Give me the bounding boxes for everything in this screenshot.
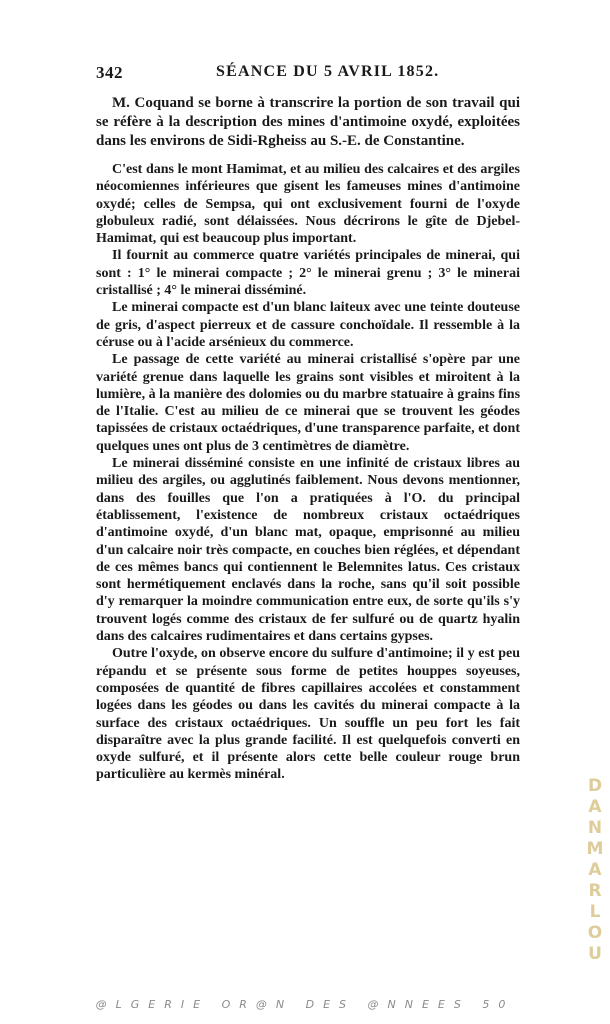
stamp-letter: D [587, 776, 603, 796]
stamp-letter: M [586, 839, 604, 859]
paragraph-gisement: C'est dans le mont Hamimat, et au milieu des calcaires et des argiles néocomiennes inférieures que gisent les fameuses mines d'antimoine oxydé; celles de Sempsa, qui ont exclusivement fourni de l'oxyde globuleux radié, sont délaissées. Nous décrirons le gîte de Djebel-Hamimat, qui est beaucoup plus important. [96, 162, 520, 247]
page-header [96, 63, 508, 85]
paragraph-dissemine: Le minerai disséminé consiste en une infinité de cristaux libres au milieu des argiles, ou agglutinés faiblement. Nous devons mentionner, dans des fouilles que l'on a pratiquées à l'O. du principal établissement, l'existence de nombreux cristaux octaédriques d'antimoine oxydé, d'un blanc mat, opaque, emprisonné au milieu d'un calcaire noir très compacte, en couches bien réglées, et dépendant de ces mêmes bancs qui contiennent le Belemnites latus. Ces cristaux sont hermétiquement enclavés dans la roche, sans qu'il soit possible d'y remarquer la moindre communication entre eux, de sorte qu'ils s'y trouvent logés comme des cristaux de fer sulfuré ou de quartz hyalin dans des calcaires rudimentaires et dans certains gypses. [96, 456, 520, 645]
stamp-letter: N [587, 818, 603, 838]
side-watermark-stamp [582, 776, 608, 986]
paragraph-varietes: Il fournit au commerce quatre variétés principales de minerai, qui sont : 1° le minerai compacte ; 2° le minerai grenu ; 3° le minerai cristallisé ; 4° le minerai disséminé. [96, 248, 520, 299]
stamp-letter: O [587, 923, 603, 943]
stamp-letter: L [589, 902, 601, 922]
footer-watermark: @LGERIE OR@N DES @NNEES 50 [95, 998, 515, 1011]
paragraph-compacte: Le minerai compacte est d'un blanc laiteux avec une teinte douteuse de gris, d'aspect pierreux et de cassure conchoïdale. Il ressemble à la céruse ou à l'acide arsénieux du commerce. [96, 300, 520, 350]
stamp-letter: R [588, 881, 602, 901]
page-number: 342 [96, 63, 123, 82]
stamp-letter: U [588, 944, 602, 964]
running-title: SÉANCE DU 5 AVRIL 1852. [216, 63, 440, 80]
paragraph-intro: M. Coquand se borne à transcrire la portion de son travail qui se réfère à la description des mines d'antimoine oxydé, exploitées dans les environs de Sidi-Rgheiss au S.-E. de Constantine. [96, 95, 520, 149]
stamp-letter: A [588, 860, 602, 880]
paragraph-grenu: Le passage de cette variété au minerai cristallisé s'opère par une variété grenue dans laquelle les grains sont visibles et miroitent à la lumière, à la manière des dolomies ou du marbre statuaire à grains fins de l'Italie. C'est au milieu de ce minerai que se trouvent les géodes tapissées de cristaux octaédriques, d'une transparence parfaite, et dont quelques unes ont plus de 3 centimètres de diamètre. [96, 352, 521, 454]
paragraph-sulfure: Outre l'oxyde, on observe encore du sulfure d'antimoine; il y est peu répandu et se présente sous forme de petites houppes soyeuses, composées de quantité de fibres capillaires accolées et constamment logées dans les géodes ou dans les cavités du minerai compacte à la surface des cristaux octaédriques. Un souffle un peu fort les fait disparaître avec la plus grande facilité. Il est quelquefois converti en oxyde sulfuré, et il présente alors cette belle couleur rouge brun particulière au kermès minéral. [96, 646, 520, 783]
body-text [96, 94, 520, 784]
stamp-letter: A [588, 797, 602, 817]
